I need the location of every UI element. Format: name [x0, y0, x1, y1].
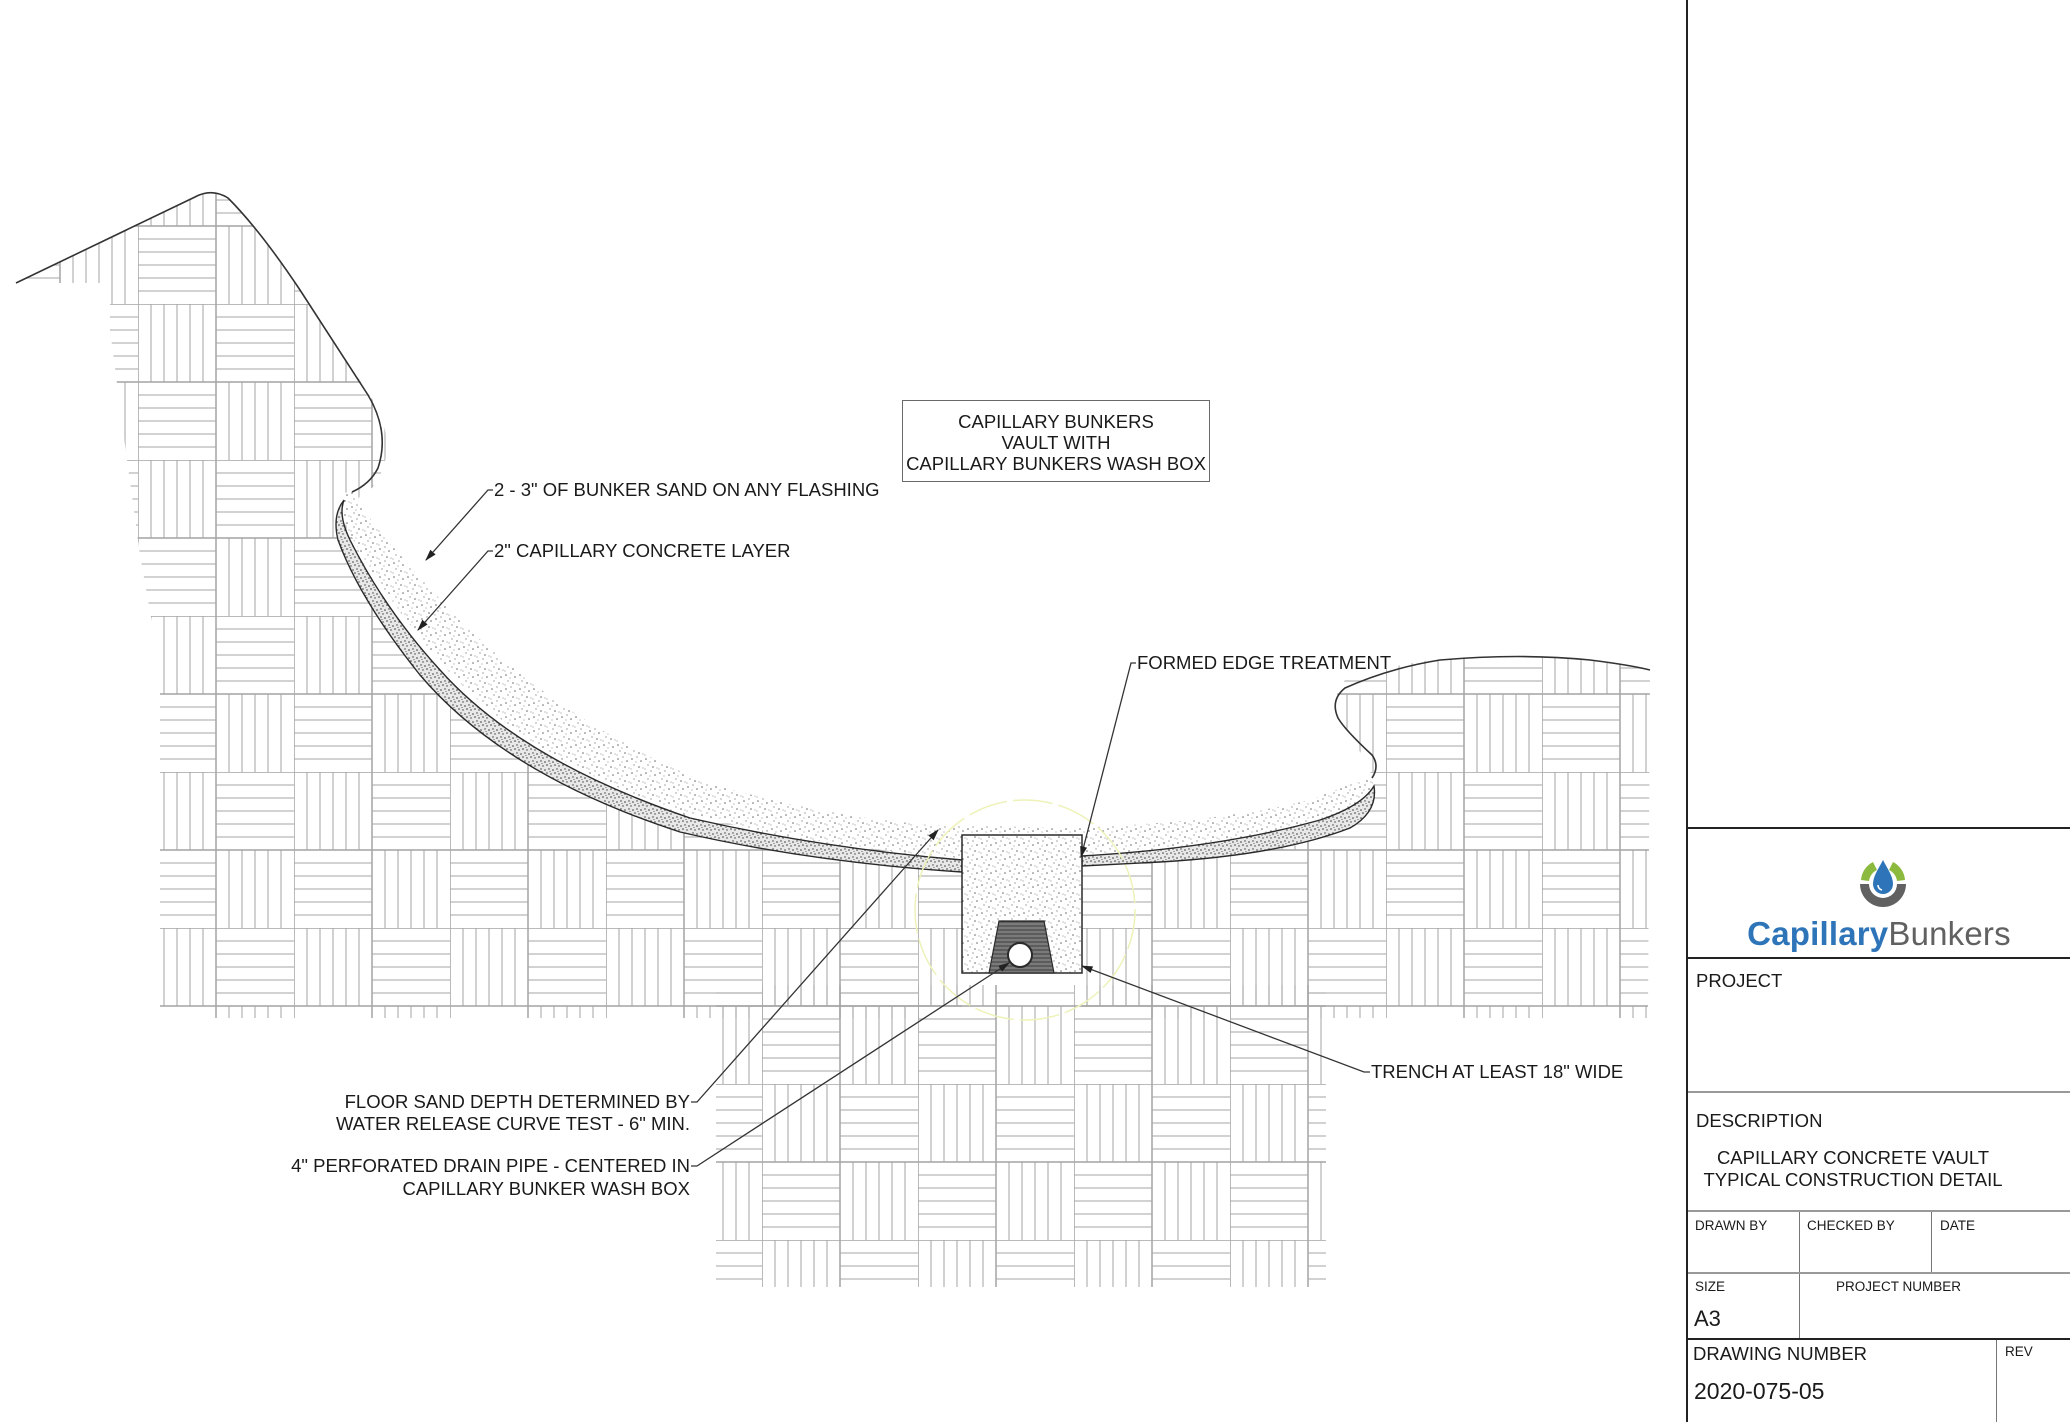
- rev-cell: [1997, 1340, 2070, 1422]
- description-line-1: CAPILLARY CONCRETE VAULT: [1716, 1147, 1990, 1168]
- callout-floor-sand-line-1: FLOOR SAND DEPTH DETERMINED BY: [344, 1091, 690, 1112]
- earth-lower-block: [716, 985, 1326, 1287]
- callout-trench-width: TRENCH AT LEAST 18" WIDE: [1371, 1061, 1624, 1082]
- drawing-number-value: 2020-075-05: [1694, 1378, 1825, 1404]
- size-value: A3: [1694, 1306, 1721, 1331]
- title-note-line-2: VAULT WITH: [1001, 432, 1111, 453]
- title-note-line-3: CAPILLARY BUNKERS WASH BOX: [906, 453, 1206, 474]
- description-line-2: TYPICAL CONSTRUCTION DETAIL: [1703, 1169, 2003, 1190]
- title-note-line-1: CAPILLARY BUNKERS: [958, 411, 1154, 432]
- title-block-blank-area: [1688, 0, 2070, 829]
- brand-name-part-2: Bunkers: [1888, 915, 2011, 952]
- callout-formed-edge: FORMED EDGE TREATMENT: [1137, 652, 1392, 673]
- project-number-cell: [1800, 1274, 2070, 1338]
- earth-left-hill: [16, 193, 962, 1018]
- drawing-number-label: DRAWING NUMBER: [1693, 1343, 1868, 1364]
- callout-concrete-layer: 2" CAPILLARY CONCRETE LAYER: [494, 540, 791, 561]
- rev-label: REV: [2005, 1344, 2033, 1359]
- date-label: DATE: [1940, 1218, 1976, 1233]
- project-panel: [1688, 959, 2070, 1093]
- drawn-by-cell: [1688, 1212, 1800, 1272]
- description-panel: [1688, 1093, 2070, 1212]
- drawn-by-label: DRAWN BY: [1695, 1218, 1768, 1233]
- size-row: [1688, 1274, 2070, 1340]
- detail-title-note: [902, 400, 1210, 482]
- project-label: PROJECT: [1696, 970, 1783, 991]
- size-label: SIZE: [1695, 1279, 1726, 1294]
- date-cell: [1932, 1212, 2070, 1272]
- description-label: DESCRIPTION: [1696, 1110, 1823, 1131]
- checked-by-cell: [1800, 1212, 1932, 1272]
- signoff-row: [1688, 1212, 2070, 1274]
- callout-drain-pipe-line-2: CAPILLARY BUNKER WASH BOX: [402, 1178, 690, 1199]
- brand-name: [1688, 915, 2070, 953]
- drain-pipe: [1008, 943, 1032, 967]
- drawing-number-row: [1688, 1340, 2070, 1422]
- project-number-label: PROJECT NUMBER: [1836, 1279, 1962, 1294]
- brand-name-part-1: Capillary: [1747, 915, 1889, 952]
- title-block: [1686, 0, 2070, 1422]
- callout-drain-pipe-line-1: 4" PERFORATED DRAIN PIPE - CENTERED IN: [291, 1155, 690, 1176]
- callout-bunker-sand: 2 - 3" OF BUNKER SAND ON ANY FLASHING: [494, 479, 880, 500]
- checked-by-label: CHECKED BY: [1807, 1218, 1895, 1233]
- leader-bunker-sand: [426, 490, 493, 560]
- water-drop-logo-icon: [1855, 854, 1911, 916]
- callout-floor-sand-line-2: WATER RELEASE CURVE TEST - 6" MIN.: [335, 1113, 690, 1134]
- drawing-number-cell: [1688, 1340, 1997, 1422]
- size-cell: [1688, 1274, 1800, 1338]
- logo-panel: [1688, 829, 2070, 959]
